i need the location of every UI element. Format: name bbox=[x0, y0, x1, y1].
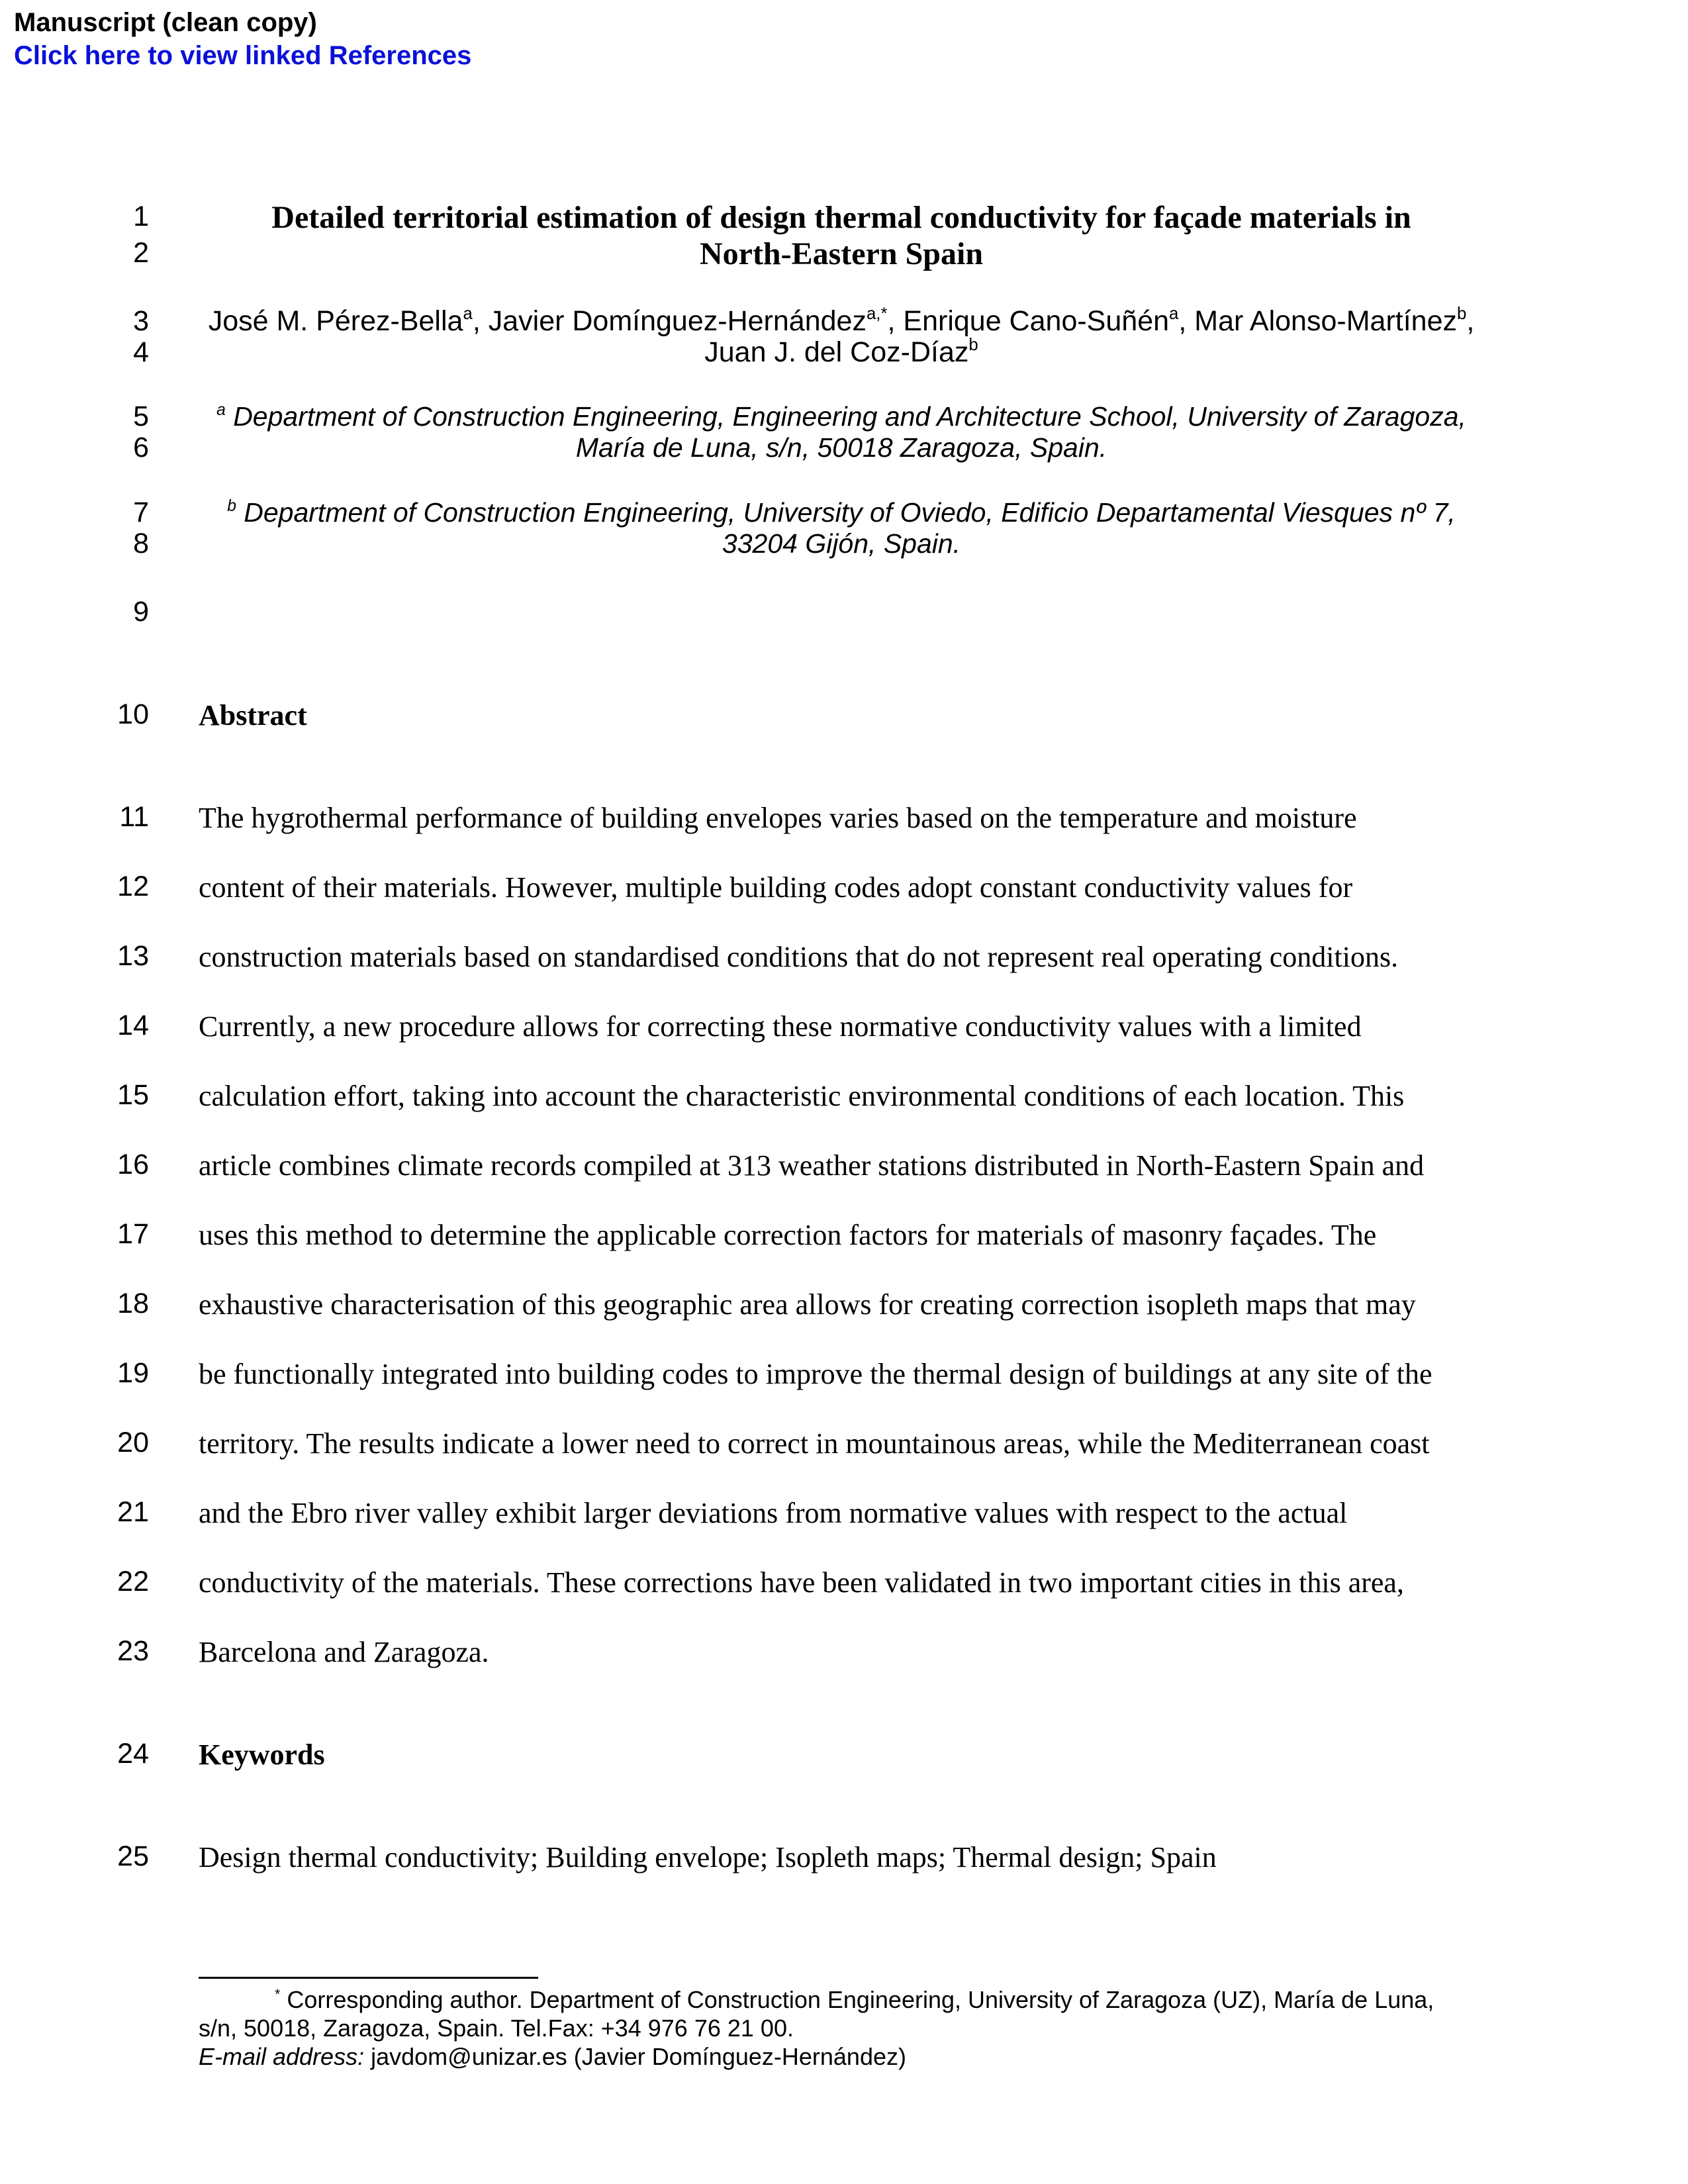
line-number: 14 bbox=[117, 1010, 149, 1041]
author-list-line-1 bbox=[199, 305, 1484, 337]
affiliation-marker: b bbox=[227, 497, 236, 516]
author-name: Juan J. del Coz-Díaz bbox=[704, 336, 969, 368]
abstract-line: be functionally integrated into building codes to improve the thermal design of buildings at any site of the bbox=[199, 1358, 1432, 1390]
line-number: 16 bbox=[117, 1149, 149, 1180]
abstract-heading: Abstract bbox=[199, 699, 307, 732]
affiliation-marker: a bbox=[216, 401, 226, 420]
abstract-line: territory. The results indicate a lower need to correct in mountainous areas, while the Mediterranean coast bbox=[199, 1427, 1430, 1460]
line-number: 20 bbox=[117, 1427, 149, 1458]
author-name: , Mar Alonso-Martínez bbox=[1178, 305, 1457, 337]
affiliation-b-line-2: 33204 Gijón, Spain. bbox=[722, 528, 961, 559]
footnote-marker: * bbox=[275, 1985, 281, 2002]
manuscript-label: Manuscript (clean copy) bbox=[14, 8, 317, 37]
abstract-line: Currently, a new procedure allows for correcting these normative conductivity values with a limited bbox=[199, 1010, 1362, 1043]
abstract-line: Barcelona and Zaragoza. bbox=[199, 1636, 489, 1668]
affiliation-a-line-2: María de Luna, s/n, 50018 Zaragoza, Spain. bbox=[575, 432, 1107, 463]
affiliation-b-line-1 bbox=[199, 497, 1484, 528]
line-number: 21 bbox=[117, 1496, 149, 1528]
line-number: 22 bbox=[117, 1566, 149, 1597]
footnote-divider bbox=[199, 1977, 538, 1979]
footnote-email-line bbox=[199, 2043, 906, 2071]
author-name: , Enrique Cano-Suñén bbox=[887, 305, 1170, 337]
email-label: E-mail address: bbox=[199, 2043, 365, 2070]
line-number: 9 bbox=[133, 596, 149, 628]
author-name: , Javier Domínguez-Hernández bbox=[472, 305, 867, 337]
abstract-line: and the Ebro river valley exhibit larger deviations from normative values with respect to the actual bbox=[199, 1497, 1348, 1529]
affiliation-marker: a,* bbox=[866, 305, 888, 324]
footnote-text: Corresponding author. Department of Construction Engineering, University of Zaragoza (UZ), María de Luna, bbox=[280, 1986, 1434, 2013]
line-number: 17 bbox=[117, 1218, 149, 1250]
abstract-line: construction materials based on standardised conditions that do not represent real operating conditions. bbox=[199, 941, 1399, 973]
email-value: javdom@unizar.es (Javier Domínguez-Hernández) bbox=[364, 2043, 906, 2070]
abstract-line: uses this method to determine the applicable correction factors for materials of masonry façades. The bbox=[199, 1219, 1377, 1251]
linked-references-link[interactable]: Click here to view linked References bbox=[14, 41, 472, 70]
footnote-line-1 bbox=[275, 1986, 1434, 2014]
line-number: 19 bbox=[117, 1357, 149, 1389]
line-number: 3 bbox=[133, 305, 149, 337]
keywords-text: Design thermal conductivity; Building envelope; Isopleth maps; Thermal design; Spain bbox=[199, 1841, 1217, 1874]
line-number: 2 bbox=[133, 237, 149, 269]
affiliation-a-line-1 bbox=[199, 401, 1484, 432]
line-number: 12 bbox=[117, 871, 149, 902]
abstract-line: The hygrothermal performance of building envelopes varies based on the temperature and moisture bbox=[199, 802, 1357, 834]
line-number: 18 bbox=[117, 1288, 149, 1319]
author-list-line-2 bbox=[199, 336, 1484, 368]
line-number: 24 bbox=[117, 1738, 149, 1770]
affiliation-text: Department of Construction Engineering, Engineering and Architecture School, University of Zaragoza, bbox=[225, 401, 1466, 432]
line-number: 10 bbox=[117, 698, 149, 730]
affiliation-marker: b bbox=[1456, 305, 1467, 324]
author-name: José M. Pérez-Bella bbox=[208, 305, 463, 337]
line-number: 4 bbox=[133, 336, 149, 368]
abstract-line: conductivity of the materials. These corrections have been validated in two important cities in this area, bbox=[199, 1566, 1404, 1599]
paper-title-line-2: North-Eastern Spain bbox=[699, 236, 984, 271]
line-number: 25 bbox=[117, 1840, 149, 1872]
abstract-line: calculation effort, taking into account the characteristic environmental conditions of each location. This bbox=[199, 1080, 1405, 1112]
footnote-line-2: s/n, 50018, Zaragoza, Spain. Tel.Fax: +34 976 76 21 00. bbox=[199, 2015, 794, 2042]
line-number: 13 bbox=[117, 940, 149, 972]
keywords-heading: Keywords bbox=[199, 1738, 325, 1771]
affiliation-marker: b bbox=[968, 336, 978, 355]
line-number: 7 bbox=[133, 497, 149, 528]
abstract-line: article combines climate records compiled at 313 weather stations distributed in North-Eastern Spain and bbox=[199, 1149, 1425, 1182]
line-number: 15 bbox=[117, 1079, 149, 1111]
affiliation-marker: a bbox=[1169, 305, 1179, 324]
line-number: 6 bbox=[133, 432, 149, 463]
line-number: 5 bbox=[133, 401, 149, 432]
line-number: 23 bbox=[117, 1635, 149, 1667]
line-number: 1 bbox=[133, 201, 149, 232]
line-number: 8 bbox=[133, 528, 149, 559]
affiliation-marker: a bbox=[463, 305, 473, 324]
paper-title-line-1: Detailed territorial estimation of design thermal conductivity for façade materials in bbox=[271, 200, 1411, 235]
abstract-line: content of their materials. However, multiple building codes adopt constant conductivity values for bbox=[199, 871, 1353, 904]
affiliation-text: Department of Construction Engineering, University of Oviedo, Edificio Departamental Viesques nº 7, bbox=[236, 497, 1456, 528]
author-separator: , bbox=[1466, 305, 1475, 337]
line-number: 11 bbox=[119, 801, 149, 833]
abstract-line: exhaustive characterisation of this geographic area allows for creating correction isopleth maps that may bbox=[199, 1288, 1416, 1321]
